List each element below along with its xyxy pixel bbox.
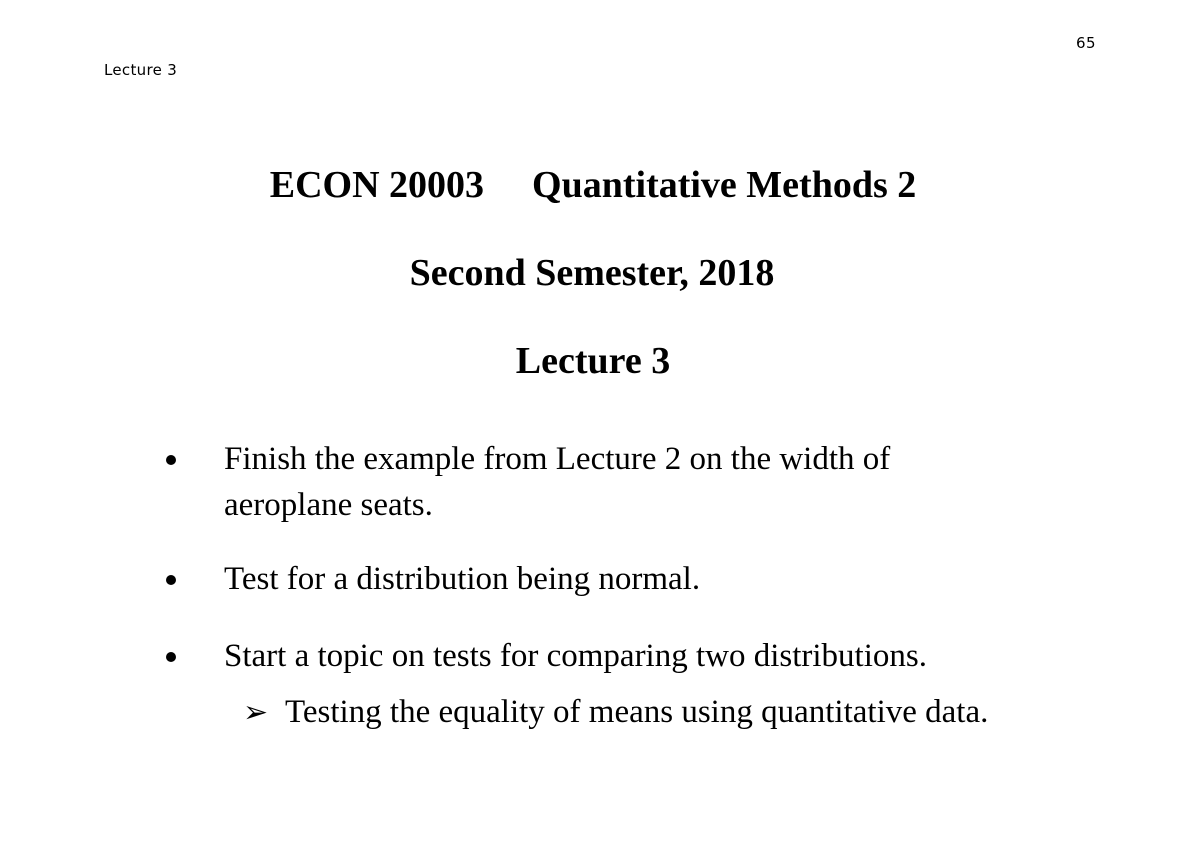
running-header: Lecture 3 <box>104 61 178 79</box>
bullet-dot-icon <box>166 652 176 662</box>
bullet-text-line-1: Test for a distribution being normal. <box>224 561 701 597</box>
bullet-item-3 <box>0 633 1200 683</box>
bullet-text-line-1: Finish the example from Lecture 2 on the width of <box>224 441 891 477</box>
bullet-text-line-2: aeroplane seats. <box>224 487 433 523</box>
arrow-bullet-icon: ➢ <box>243 696 269 729</box>
course-name: Quantitative Methods 2 <box>532 164 917 206</box>
bullet-item-2 <box>0 556 1200 606</box>
bullet-item-1 <box>0 436 1200 536</box>
bullet-dot-icon <box>166 455 176 465</box>
sub-bullet-text: Testing the equality of means using quantitative data. <box>285 694 989 730</box>
bullet-dot-icon <box>166 575 176 585</box>
lecture-title: Lecture 3 <box>515 340 671 382</box>
bullet-text-line-1: Start a topic on tests for comparing two distributions. <box>224 638 927 674</box>
course-code: ECON 20003 <box>269 164 485 206</box>
page-number: 65 <box>1076 34 1097 52</box>
course-title <box>0 163 1193 207</box>
sub-bullet-item-1 <box>243 689 988 736</box>
semester-title: Second Semester, 2018 <box>409 252 775 294</box>
